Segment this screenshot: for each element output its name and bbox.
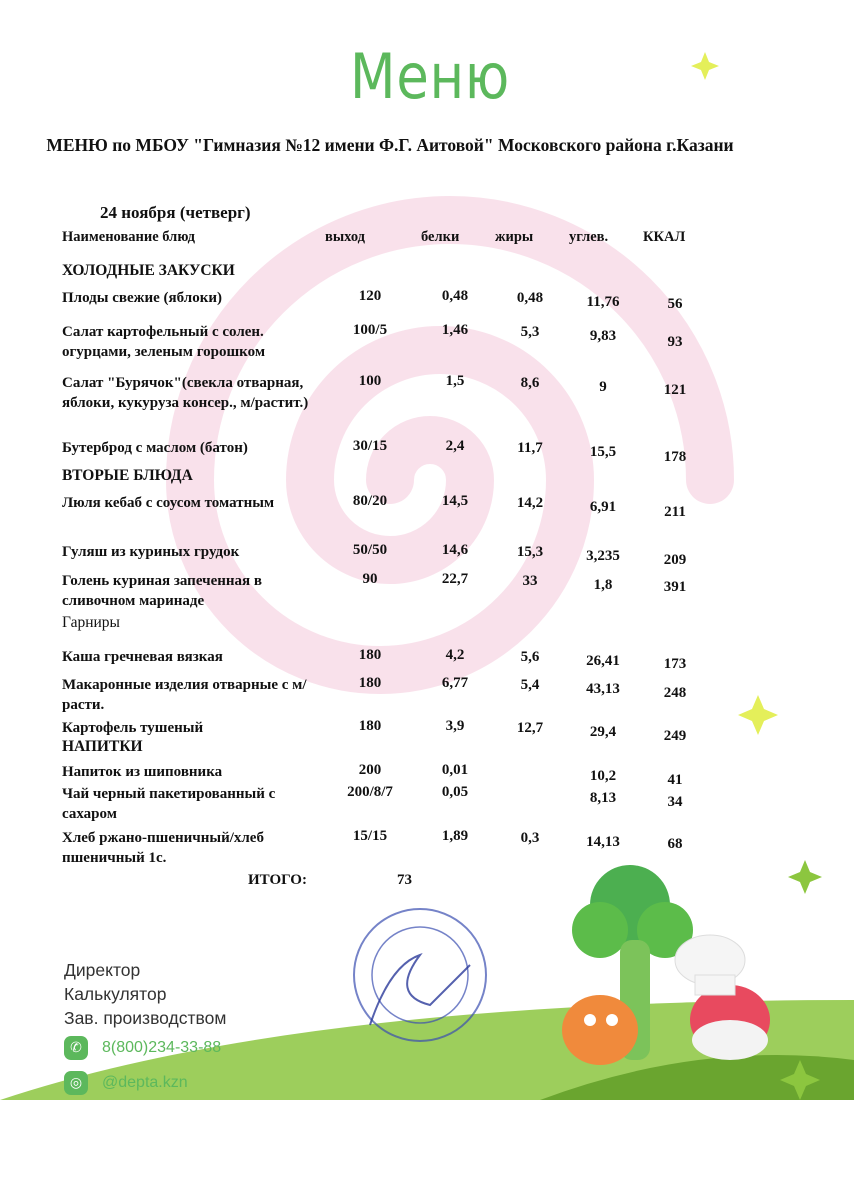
dish-protein: 1,5 [445, 373, 465, 389]
dish-fat: 5,3 [520, 324, 540, 340]
dish-name: Хлеб ржано-пшеничный/хлеб пшеничный 1с. [62, 830, 264, 866]
dish-protein: 1,46 [441, 322, 469, 338]
dish-protein: 22,7 [441, 571, 469, 587]
dish-output: 80/20 [352, 493, 388, 509]
dish-name: Голень куриная запеченная в сливочном маринаде [62, 573, 262, 609]
col-header-kcal: ККАЛ [643, 229, 686, 245]
dish-kcal: 68 [667, 836, 683, 852]
dish-kcal: 249 [663, 728, 687, 744]
dish-protein: 4,2 [445, 647, 465, 663]
dish-carb: 3,235 [586, 548, 620, 564]
section-second: ВТОРЫЕ БЛЮДА [62, 467, 193, 484]
dish-fat: 33 [522, 573, 538, 589]
col-header-out: выход [325, 229, 366, 245]
col-header-fat: жиры [495, 229, 534, 245]
dish-name: Плоды свежие (яблоки) [62, 290, 222, 306]
dish-output: 200 [358, 762, 382, 778]
dish-protein: 0,05 [441, 784, 469, 800]
col-header-protein: белки [421, 229, 460, 245]
signature-director: Директор [64, 960, 141, 980]
dish-name: Напиток из шиповника [62, 764, 223, 780]
dish-output: 30/15 [352, 438, 388, 454]
phone-icon: ✆ [64, 1036, 88, 1060]
dish-output: 100 [358, 373, 382, 389]
dish-protein: 3,9 [445, 718, 465, 734]
dish-name: Картофель тушеный [62, 720, 204, 736]
dish-kcal: 121 [663, 382, 687, 398]
dish-kcal: 173 [663, 656, 687, 672]
official-stamp [350, 905, 490, 1045]
dish-output: 200/8/7 [347, 784, 393, 800]
dish-kcal: 93 [667, 334, 683, 350]
total-label: ИТОГО: [248, 872, 307, 888]
dish-protein: 14,5 [441, 493, 469, 509]
dish-fat: 15,3 [516, 544, 544, 560]
dish-name: Люля кебаб с соусом томатным [62, 495, 275, 511]
dish-name: Гуляш из куриных грудок [62, 544, 240, 560]
dish-carb: 26,41 [586, 653, 620, 669]
dish-fat: 5,6 [520, 649, 540, 665]
dish-carb: 9,83 [589, 328, 617, 344]
menu-logo-title: Меню [350, 40, 511, 113]
dish-fat: 12,7 [516, 720, 544, 736]
phone-number[interactable]: 8(800)234-33-88 [102, 1039, 222, 1056]
dish-carb: 8,13 [589, 790, 617, 806]
dish-kcal: 248 [663, 685, 687, 701]
dish-output: 100/5 [352, 322, 388, 338]
signature-production-head: Зав. производством [64, 1008, 227, 1028]
dish-carb: 14,13 [586, 834, 620, 850]
dish-output: 90 [362, 571, 378, 587]
dish-protein: 0,48 [441, 288, 469, 304]
dish-name: Бутерброд с маслом (батон) [62, 440, 248, 456]
dish-carb: 10,2 [589, 768, 617, 784]
dish-output: 180 [358, 675, 382, 691]
dish-fat: 14,2 [516, 495, 544, 511]
dish-fat: 11,7 [517, 440, 543, 456]
dish-carb: 1,8 [593, 577, 613, 593]
instagram-icon: ◎ [64, 1071, 88, 1095]
section-drinks: НАПИТКИ [62, 738, 143, 755]
dish-carb: 6,91 [589, 499, 617, 515]
dish-output: 15/15 [352, 828, 388, 844]
dish-carb: 29,4 [589, 724, 617, 740]
dish-kcal: 41 [667, 772, 683, 788]
dish-protein: 0,01 [441, 762, 469, 778]
dish-kcal: 391 [663, 579, 687, 595]
dish-carb: 9 [599, 379, 607, 395]
dish-kcal: 209 [663, 552, 687, 568]
dish-protein: 1,89 [441, 828, 469, 844]
col-header-carb: углев. [569, 229, 609, 245]
dish-protein: 2,4 [445, 438, 465, 454]
dish-kcal: 34 [667, 794, 683, 810]
dish-fat: 0,48 [516, 290, 544, 306]
dish-kcal: 178 [663, 449, 687, 465]
menu-date: 24 ноября (четверг) [100, 203, 251, 222]
dish-fat: 8,6 [520, 375, 540, 391]
dish-output: 180 [358, 647, 382, 663]
dish-kcal: 211 [664, 504, 686, 520]
dish-fat: 0,3 [520, 830, 540, 846]
dish-protein: 14,6 [441, 542, 469, 558]
dish-name: Салат "Бурячок"(свекла отварная, яблоки, кукуруза консер., м/растит.) [62, 375, 309, 411]
col-header-name: Наименование блюд [62, 229, 195, 245]
dish-name: Чай черный пакетированный с сахаром [62, 786, 276, 822]
dish-name: Салат картофельный с солен. огурцами, зеленым горошком [62, 324, 266, 360]
dish-output: 180 [358, 718, 382, 734]
section-garnish: Гарниры [62, 614, 120, 631]
dish-fat: 5,4 [520, 677, 540, 693]
dish-carb: 43,13 [586, 681, 620, 697]
dish-protein: 6,77 [441, 675, 469, 691]
signature-calculator: Калькулятор [64, 984, 167, 1004]
page-title: МЕНЮ по МБОУ "Гимназия №12 имени Ф.Г. Аитовой" Московского района г.Казани [46, 135, 734, 155]
total-value: 73 [397, 872, 412, 888]
dish-name: Макаронные изделия отварные с м/расти. [62, 677, 307, 713]
dish-kcal: 56 [667, 296, 683, 312]
section-cold: ХОЛОДНЫЕ ЗАКУСКИ [62, 262, 235, 279]
instagram-handle[interactable]: @depta.kzn [102, 1074, 188, 1091]
dish-name: Каша гречневая вязкая [62, 649, 223, 665]
dish-carb: 11,76 [586, 294, 620, 310]
dish-carb: 15,5 [589, 444, 617, 460]
dish-output: 120 [358, 288, 382, 304]
dish-output: 50/50 [352, 542, 388, 558]
